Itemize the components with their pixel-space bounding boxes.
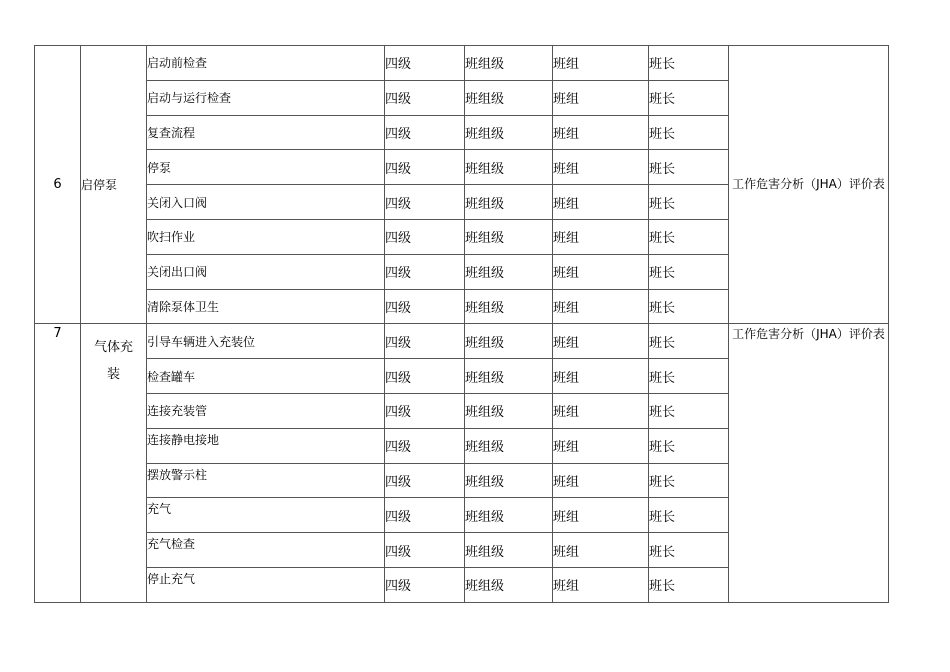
- control-level: 班组级: [465, 219, 553, 254]
- step-name: 启动与运行检查: [147, 80, 385, 115]
- risk-level: 四级: [385, 359, 465, 394]
- responsible-unit: 班组: [553, 254, 649, 289]
- table-row: [35, 46, 889, 81]
- risk-level: 四级: [385, 533, 465, 568]
- responsible-unit: 班组: [553, 115, 649, 150]
- responsible-unit: 班组: [553, 533, 649, 568]
- control-level: 班组级: [465, 498, 553, 533]
- risk-level: 四级: [385, 567, 465, 602]
- responsible-unit: 班组: [553, 289, 649, 324]
- risk-level: 四级: [385, 428, 465, 463]
- risk-level: 四级: [385, 289, 465, 324]
- control-level: 班组级: [465, 115, 553, 150]
- responsible-person: 班长: [649, 185, 729, 220]
- responsible-unit: 班组: [553, 393, 649, 428]
- table-row: [35, 324, 889, 359]
- control-level: 班组级: [465, 289, 553, 324]
- control-level: 班组级: [465, 150, 553, 185]
- activity-name-line: 装: [106, 367, 120, 383]
- responsible-unit: 班组: [553, 567, 649, 602]
- risk-level: 四级: [385, 324, 465, 359]
- control-level: 班组级: [465, 359, 553, 394]
- control-level: 班组级: [465, 533, 553, 568]
- responsible-unit: 班组: [553, 185, 649, 220]
- responsible-person: 班长: [649, 463, 729, 498]
- step-name: 充气检查: [147, 533, 385, 568]
- responsible-person: 班长: [649, 567, 729, 602]
- item-number: 6: [35, 46, 81, 324]
- step-name: 复查流程: [147, 115, 385, 150]
- responsible-person: 班长: [649, 498, 729, 533]
- responsible-unit: 班组: [553, 46, 649, 81]
- control-level: 班组级: [465, 80, 553, 115]
- risk-level: 四级: [385, 393, 465, 428]
- responsible-person: 班长: [649, 324, 729, 359]
- control-level: 班组级: [465, 393, 553, 428]
- step-name: 连接静电接地: [147, 428, 385, 463]
- responsible-unit: 班组: [553, 428, 649, 463]
- responsible-person: 班长: [649, 393, 729, 428]
- risk-level: 四级: [385, 115, 465, 150]
- responsible-person: 班长: [649, 359, 729, 394]
- risk-level: 四级: [385, 150, 465, 185]
- step-name: 吹扫作业: [147, 219, 385, 254]
- control-level: 班组级: [465, 185, 553, 220]
- control-level: 班组级: [465, 567, 553, 602]
- responsible-unit: 班组: [553, 359, 649, 394]
- step-name: 清除泵体卫生: [147, 289, 385, 324]
- reference-document: 工作危害分析（JHA）评价表: [729, 324, 889, 602]
- responsible-unit: 班组: [553, 219, 649, 254]
- risk-level: 四级: [385, 254, 465, 289]
- responsible-person: 班长: [649, 254, 729, 289]
- control-level: 班组级: [465, 324, 553, 359]
- reference-document: 工作危害分析（JHA）评价表: [729, 46, 889, 324]
- responsible-unit: 班组: [553, 80, 649, 115]
- step-name: 启动前检查: [147, 46, 385, 81]
- responsible-unit: 班组: [553, 150, 649, 185]
- jha-table: [34, 45, 889, 603]
- step-name: 停泵: [147, 150, 385, 185]
- step-name: 引导车辆进入充装位: [147, 324, 385, 359]
- risk-level: 四级: [385, 498, 465, 533]
- step-name: 停止充气: [147, 567, 385, 602]
- control-level: 班组级: [465, 46, 553, 81]
- control-level: 班组级: [465, 254, 553, 289]
- control-level: 班组级: [465, 463, 553, 498]
- step-name: 摆放警示柱: [147, 463, 385, 498]
- risk-level: 四级: [385, 46, 465, 81]
- step-name: 充气: [147, 498, 385, 533]
- step-name: 检查罐车: [147, 359, 385, 394]
- responsible-person: 班长: [649, 533, 729, 568]
- responsible-unit: 班组: [553, 324, 649, 359]
- activity-name: 启停泵: [81, 46, 147, 324]
- step-name: 关闭出口阀: [147, 254, 385, 289]
- control-level: 班组级: [465, 428, 553, 463]
- activity-name: [81, 324, 147, 602]
- risk-level: 四级: [385, 219, 465, 254]
- responsible-person: 班长: [649, 115, 729, 150]
- responsible-unit: 班组: [553, 463, 649, 498]
- responsible-person: 班长: [649, 219, 729, 254]
- responsible-person: 班长: [649, 80, 729, 115]
- responsible-person: 班长: [649, 46, 729, 81]
- step-name: 连接充装管: [147, 393, 385, 428]
- risk-level: 四级: [385, 185, 465, 220]
- responsible-person: 班长: [649, 428, 729, 463]
- responsible-person: 班长: [649, 289, 729, 324]
- risk-level: 四级: [385, 463, 465, 498]
- activity-name-line: 气体充: [93, 340, 133, 356]
- responsible-unit: 班组: [553, 498, 649, 533]
- step-name: 关闭入口阀: [147, 185, 385, 220]
- risk-level: 四级: [385, 80, 465, 115]
- responsible-person: 班长: [649, 150, 729, 185]
- item-number: 7: [35, 324, 81, 602]
